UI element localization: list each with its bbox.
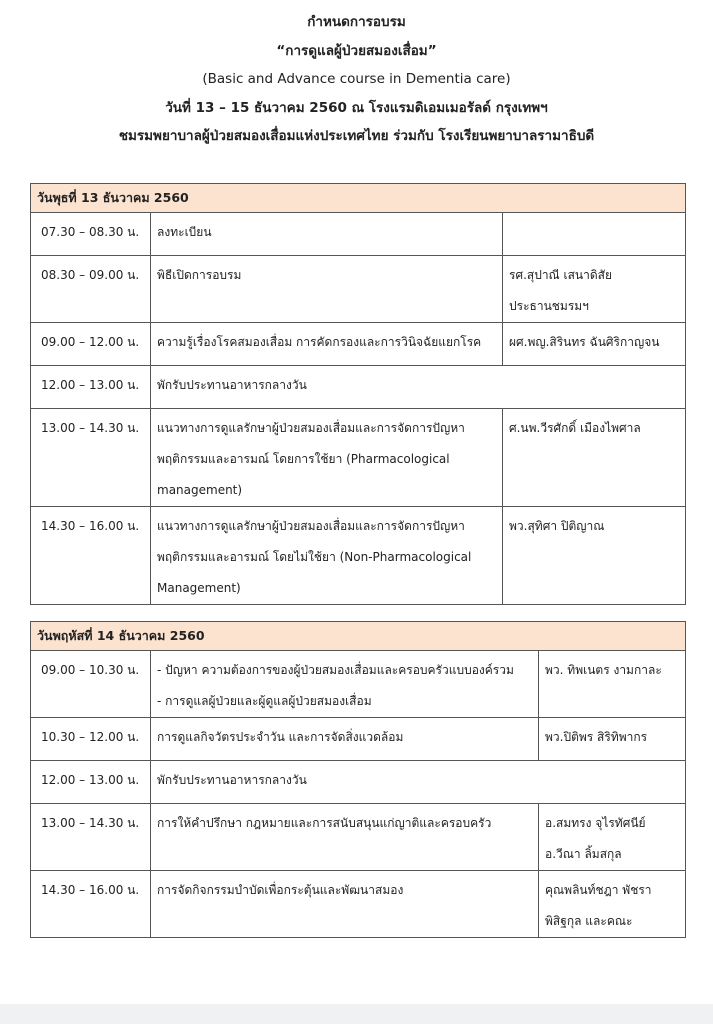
topic-line: พิธีเปิดการอบรม [157,268,242,282]
table-row [31,804,686,871]
speaker-line: ประธานชมรมฯ [509,299,589,313]
speaker-cell [539,718,686,761]
topic-line: แนวทางการดูแลรักษาผู้ป่วยสมองเสื่อมและการจัดการปัญหา [157,421,465,435]
speaker-line: พิสิฐกุล และคณะ [545,914,633,928]
schedule-table-day1 [30,183,686,605]
topic-line: - การดูแลผู้ป่วยและผู้ดูแลผู้ป่วยสมองเสื่อม [157,694,372,708]
speaker-line: พว.ปิติพร สิริทิพากร [545,730,648,744]
time-cell: 10.30 – 12.00 น. [31,718,151,761]
speaker-cell [503,256,686,323]
topic-line: พักรับประทานอาหารกลางวัน [157,773,307,787]
table-row [31,761,686,804]
topic-line: พฤติกรรมและอารมณ์ โดยการใช้ยา (Pharmacological [157,452,450,466]
topic-cell [151,507,503,605]
speaker-cell [503,507,686,605]
topic-line: การจัดกิจกรรมบำบัดเพื่อกระตุ้นและพัฒนาสมอง [157,883,404,897]
table-row [31,507,686,605]
topic-line: พักรับประทานอาหารกลางวัน [157,378,307,392]
time-cell: 09.00 – 12.00 น. [31,323,151,366]
topic-cell [151,871,539,938]
page-bottom-bar [0,1004,713,1024]
speaker-cell [539,871,686,938]
time-cell: 13.00 – 14.30 น. [31,804,151,871]
speaker-cell [539,804,686,871]
table-row [31,718,686,761]
document-header [0,8,713,151]
speaker-cell [503,409,686,507]
topic-line: แนวทางการดูแลรักษาผู้ป่วยสมองเสื่อมและการจัดการปัญหา [157,519,465,533]
day-header-row [31,622,686,651]
topic-cell [151,761,686,804]
time-cell: 14.30 – 16.00 น. [31,507,151,605]
topic-cell [151,366,686,409]
table-row [31,256,686,323]
speaker-line: รศ.สุปาณี เสนาดิสัย [509,268,613,282]
time-cell: 13.00 – 14.30 น. [31,409,151,507]
speaker-line: อ.วีณา ลิ้มสกุล [545,847,622,861]
table-row [31,651,686,718]
course-name-english: (Basic and Advance course in Dementia care) [202,71,511,87]
topic-line: Management) [157,581,241,595]
speaker-cell [539,651,686,718]
speaker-line: คุณพลินท์ชฎา พัชรา [545,883,652,897]
day-title: วันพฤหัสที่ 14 ธันวาคม 2560 [31,622,686,651]
table-row [31,871,686,938]
speaker-line: พว. ทิพเนตร งามกาละ [545,663,662,677]
time-cell: 07.30 – 08.30 น. [31,213,151,256]
schedule-table-day2 [30,621,686,938]
time-cell: 12.00 – 13.00 น. [31,761,151,804]
speaker-cell [503,323,686,366]
topic-line: การดูแลกิจวัตรประจำวัน และการจัดสิ่งแวดล้อม [157,730,404,744]
day-title: วันพุธที่ 13 ธันวาคม 2560 [31,184,686,213]
table-row [31,366,686,409]
topic-cell [151,718,539,761]
time-cell: 08.30 – 09.00 น. [31,256,151,323]
speaker-cell [503,213,686,256]
table-row [31,213,686,256]
time-cell: 09.00 – 10.30 น. [31,651,151,718]
topic-line: พฤติกรรมและอารมณ์ โดยไม่ใช้ยา (Non-Pharmacological [157,550,472,564]
table-row [31,323,686,366]
topic-line: ลงทะเบียน [157,225,212,239]
organizers: ชมรมพยาบาลผู้ป่วยสมองเสื่อมแห่งประเทศไทย ร่วมกับ โรงเรียนพยาบาลรามาธิบดี [118,128,595,144]
speaker-line: อ.สมทรง จุไรทัศนีย์ [545,816,646,830]
time-cell: 12.00 – 13.00 น. [31,366,151,409]
date-venue: วันที่ 13 – 15 ธันวาคม 2560 ณ โรงแรมดิเอมเมอรัลด์ กรุงเทพฯ [165,99,548,116]
topic-line: management) [157,483,243,497]
speaker-line: ศ.นพ.วีรศักดิ์ เมืองไพศาล [509,421,641,435]
topic-line: - ปัญหา ความต้องการของผู้ป่วยสมองเสื่อมและครอบครัวแบบองค์รวม [157,663,514,677]
topic-cell [151,213,503,256]
topic-line: การให้คำปรึกษา กฎหมายและการสนับสนุนแก่ญาติและครอบครัว [157,816,492,830]
topic-cell [151,409,503,507]
time-cell: 14.30 – 16.00 น. [31,871,151,938]
topic-line: ความรู้เรื่องโรคสมองเสื่อม การคัดกรองและการวินิจฉัยแยกโรค [157,335,482,349]
header-title: กำหนดการอบรม [307,14,406,30]
course-name: “การดูแลผู้ป่วยสมองเสื่อม” [276,42,437,59]
speaker-line: ผศ.พญ.สิรินทร ฉันศิริกาญจน [509,335,660,349]
topic-cell [151,651,539,718]
topic-cell [151,256,503,323]
topic-cell [151,323,503,366]
topic-cell [151,804,539,871]
table-row [31,409,686,507]
speaker-line: พว.สุทิศา ปิติญาณ [509,519,605,533]
day-header-row [31,184,686,213]
